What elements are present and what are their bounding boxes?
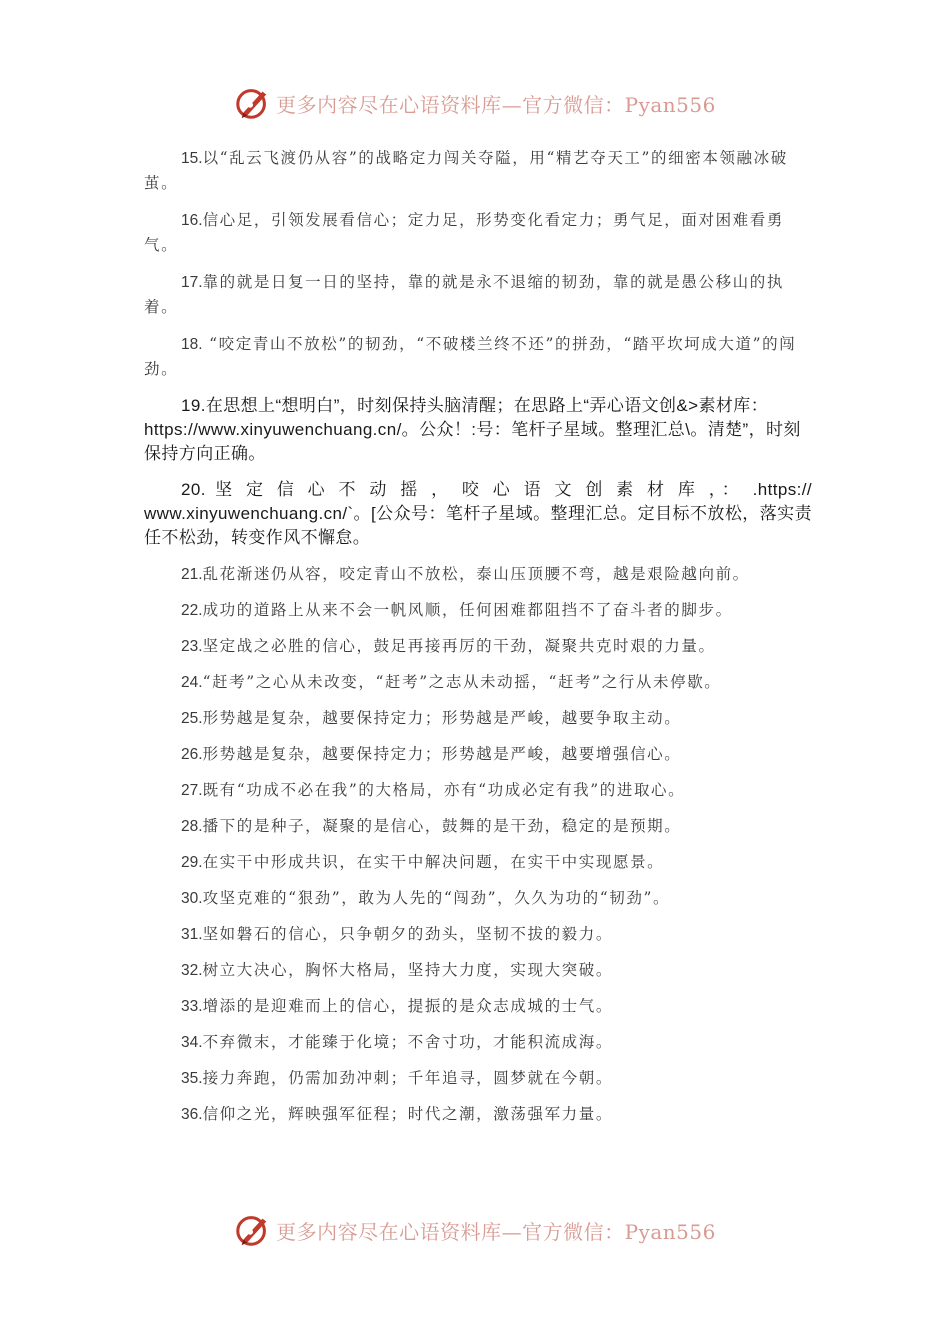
list-item: 29.在实干中形成共识，在实干中解决问题，在实干中实现愿景。 xyxy=(181,853,665,871)
list-item: 34.不弃微末，才能臻于化境；不舍寸功，才能积流成海。 xyxy=(181,1033,613,1051)
list-item: 36.信仰之光，辉映强军征程；时代之潮，激荡强军力量。 xyxy=(181,1105,613,1123)
footer-banner xyxy=(0,1211,950,1249)
list-item: 26.形势越是复杂，越要保持定力；形势越是严峻，越要增强信心。 xyxy=(181,745,682,763)
list-item: 21.乱花渐迷仍从容，咬定青山不放松，泰山压顶腰不弯，越是艰险越向前。 xyxy=(181,565,750,583)
list-item: 31.坚如磐石的信心，只争朝夕的劲头，坚韧不拔的毅力。 xyxy=(181,925,613,943)
list-item: 18. “咬定青山不放松”的韧劲，“不破楼兰终不还”的拼劲，“踏平坎坷成大道”的闯劲。 xyxy=(144,335,797,378)
list-item: 30.攻坚克难的“狠劲”，敢为人先的“闯劲”，久久为功的“韧劲”。 xyxy=(181,889,671,907)
list-item: 15.以“乱云飞渡仍从容”的战略定力闯关夺隘，用“精艺夺天工”的细密本领融冰破茧。 xyxy=(144,149,788,192)
footer-banner-text: 更多内容尽在心语资料库—官方微信：Pyan556 xyxy=(276,1219,716,1244)
list-item: 35.接力奔跑，仍需加劲冲刺；千年追寻，圆梦就在今朝。 xyxy=(181,1069,613,1087)
list-item: 20. 坚 定 信 心 不 动 摇 ， 咬 心 语 文 创 素 材 库 ，： .https:// www.xinyuwenchuang.cn/`。[公众号：笔杆子星域。整理汇总。定目标不放松，落实责任不松劲，转变作风不懈怠。 xyxy=(144,480,812,547)
pen-logo-icon xyxy=(234,1211,272,1249)
list-item: 22.成功的道路上从来不会一帆风顺，任何困难都阻挡不了奋斗者的脚步。 xyxy=(181,601,733,619)
document-body xyxy=(144,146,812,1138)
pen-logo-icon xyxy=(234,84,272,122)
list-item: 32.树立大决心，胸怀大格局，坚持大力度，实现大突破。 xyxy=(181,961,613,979)
list-item: 16.信心足，引领发展看信心；定力足，形势变化看定力；勇气足，面对困难看勇气。 xyxy=(144,211,784,254)
list-item: 23.坚定战之必胜的信心，鼓足再接再厉的干劲，凝聚共克时艰的力量。 xyxy=(181,637,716,655)
list-item: 28.播下的是种子，凝聚的是信心，鼓舞的是干劲，稳定的是预期。 xyxy=(181,817,682,835)
list-item: 19.在思想上“想明白”，时刻保持头脑清醒；在思路上“弄心语文创&>素材库：https://www.xinyuwenchuang.cn/。公众！:号：笔杆子星域。整理汇总\。清楚”，时刻保持方向正确。 xyxy=(144,396,801,463)
list-item: 27.既有“功成不必在我”的大格局，亦有“功成必定有我”的进取心。 xyxy=(181,781,686,799)
list-item: 17.靠的就是日复一日的坚持，靠的就是永不退缩的韧劲，靠的就是愚公移山的执着。 xyxy=(144,273,784,316)
list-item: 24.“赶考”之心从未改变，“赶考”之志从未动摇，“赶考”之行从未停歇。 xyxy=(181,673,722,691)
header-banner-text: 更多内容尽在心语资料库—官方微信：Pyan556 xyxy=(276,92,716,117)
list-item: 25.形势越是复杂，越要保持定力；形势越是严峻，越要争取主动。 xyxy=(181,709,682,727)
list-item: 33.增添的是迎难而上的信心，提振的是众志成城的士气。 xyxy=(181,997,613,1015)
header-banner xyxy=(0,84,950,122)
